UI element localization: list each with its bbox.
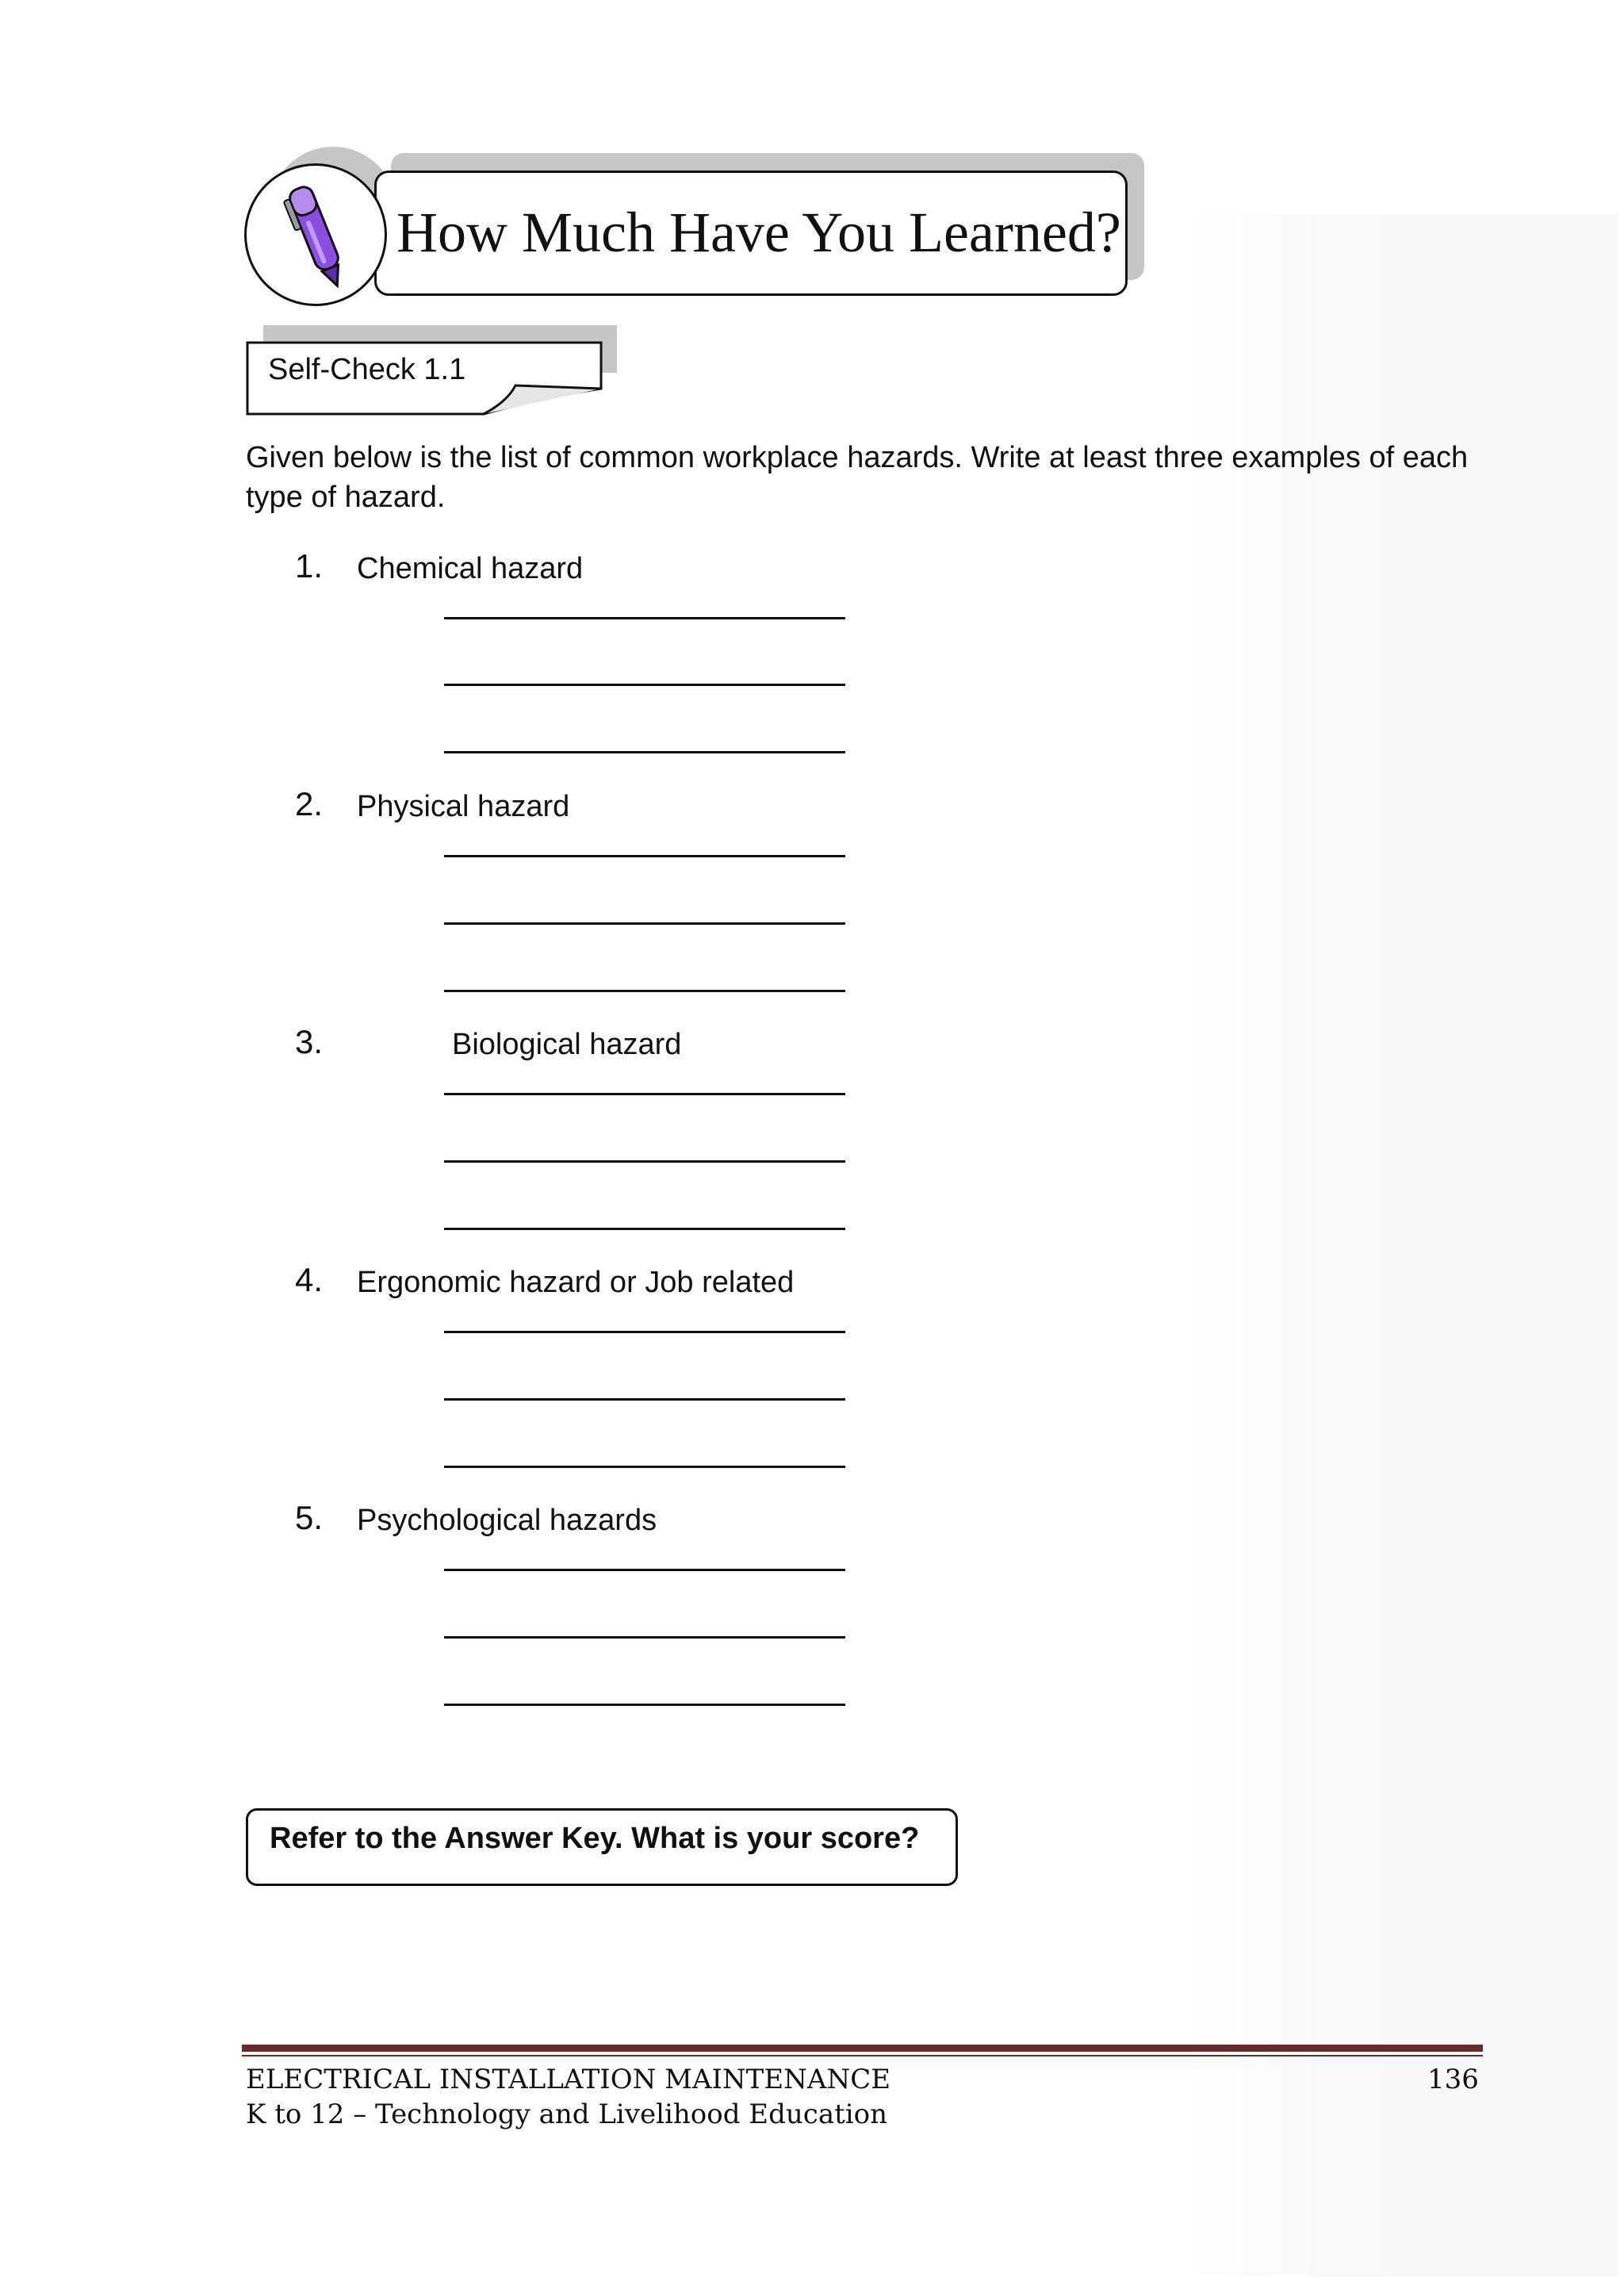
item-label-ergonomic: Ergonomic hazard or Job related	[357, 1266, 795, 1299]
answer-blank[interactable]	[444, 1569, 845, 1571]
footer-rule	[242, 2045, 1483, 2052]
answer-blank[interactable]	[444, 1093, 845, 1095]
answer-blank[interactable]	[444, 1228, 845, 1230]
item-label-chemical: Chemical hazard	[357, 552, 584, 585]
answer-blank[interactable]	[444, 1704, 845, 1706]
answer-blank[interactable]	[444, 1636, 845, 1639]
answer-blank[interactable]	[444, 617, 845, 619]
page-title: How Much Have You Learned?	[396, 201, 1121, 264]
page-number: 136	[1427, 2064, 1479, 2095]
score-prompt: Refer to the Answer Key. What is your score?	[270, 1822, 920, 1855]
answer-blank[interactable]	[444, 1398, 845, 1401]
footer-course: ELECTRICAL INSTALLATION MAINTENANCE	[246, 2064, 891, 2095]
item-number: 2.	[295, 785, 324, 822]
answer-blank[interactable]	[444, 990, 845, 992]
item-label-physical: Physical hazard	[357, 790, 570, 823]
instructions-text: Given below is the list of common workplace hazards. Write at least three examples of each type of hazard.	[246, 441, 1469, 514]
footer-rule-thin	[242, 2055, 1483, 2056]
answer-blank[interactable]	[444, 1466, 845, 1468]
answer-blank[interactable]	[444, 1331, 845, 1333]
page-edge-shade	[1189, 214, 1618, 2276]
answer-blank[interactable]	[444, 1160, 845, 1163]
item-label-biological: Biological hazard	[452, 1028, 682, 1061]
item-number: 4.	[295, 1261, 324, 1298]
item-number: 1.	[295, 547, 324, 585]
item-number: 3.	[295, 1023, 324, 1060]
item-number: 5.	[295, 1499, 324, 1536]
pen-icon	[270, 171, 365, 297]
item-label-psychological: Psychological hazards	[357, 1504, 657, 1537]
answer-blank[interactable]	[444, 855, 845, 857]
self-check-label: Self-Check 1.1	[268, 353, 466, 386]
answer-blank[interactable]	[444, 922, 845, 925]
answer-blank[interactable]	[444, 684, 845, 686]
footer-program: K to 12 – Technology and Livelihood Education	[246, 2099, 887, 2130]
answer-blank[interactable]	[444, 751, 845, 753]
